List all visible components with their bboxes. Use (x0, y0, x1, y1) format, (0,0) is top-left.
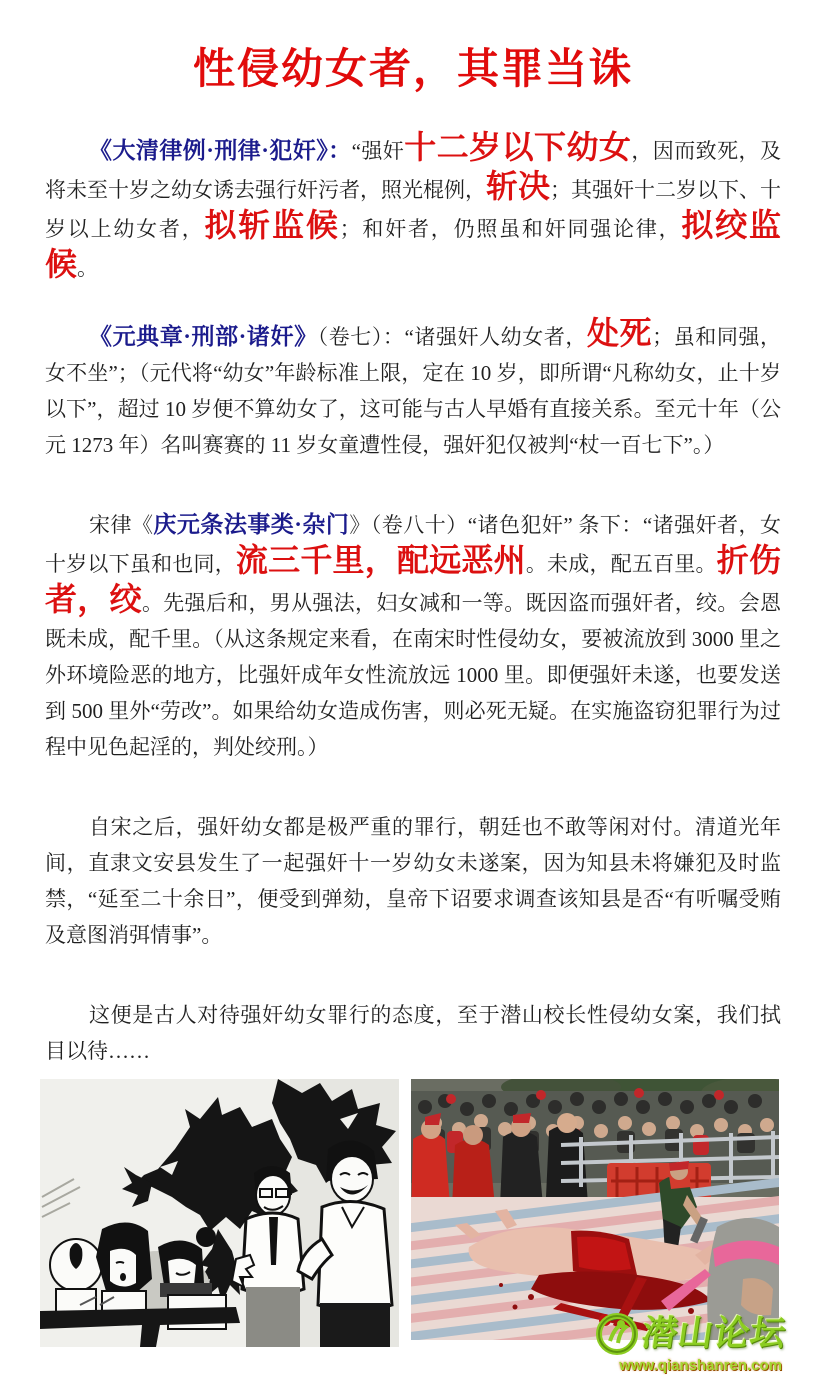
text-segment: ；虽和同强，女不坐”；（元代将“幼女”年龄标准上限，定在 10 岁，即所谓“凡称幼女，止十岁以下”，超过 10 岁便不算幼女了，这可能与古人早婚有直接关系。至元十年（公元 1273 年）名叫赛赛的 11 岁女童遭性侵，强奸犯仅被判“杖一百七下”。） (45, 325, 782, 457)
watermark-title: 潜山论坛 (639, 1314, 789, 1353)
text-segment: 庆元条法事类·杂门 (153, 512, 350, 537)
text-segment: ；其强奸十二岁以下、十岁以上幼女者， (45, 178, 782, 241)
text-segment: 宋律《 (89, 513, 154, 537)
text-segment: 斩决 (486, 168, 551, 204)
slaughter-photo (411, 1079, 779, 1340)
text-segment: 》（卷八十）“诸色犯奸” 条下：“诸强奸者，女十岁以下虽和也同， (45, 513, 782, 576)
text-segment: 《元典章·刑部·诸奸》 (89, 324, 318, 349)
text-segment: ；和奸者，仍照虽和奸同强论律， (339, 217, 682, 241)
text-segment: ，因而致死，及将未至十岁之幼女诱去强行奸污者，照光棍例， (45, 139, 781, 202)
paragraph (45, 130, 781, 286)
text-segment: 《大清律例·刑律·犯奸》： (89, 138, 352, 163)
text-segment: 这便是古人对待强奸幼女罪行的态度，至于潜山校长性侵幼女案，我们拭目以待…… (45, 1003, 781, 1063)
cartoon-image (40, 1079, 399, 1347)
text-segment: “强奸 (351, 139, 405, 163)
text-segment: 拟斩监候 (204, 207, 340, 243)
text-segment: 。未成，配五百里。 (525, 552, 717, 576)
paragraph (45, 316, 781, 463)
text-segment: 流三千里，配远恶州 (235, 542, 526, 578)
watermark-logo-icon (594, 1311, 640, 1357)
text-segment: 折伤者，绞 (45, 542, 781, 617)
text-segment: 自宋之后，强奸幼女都是极严重的罪行，朝廷也不敢等闲对付。清道光年间，直隶文安县发生了一起强奸十一岁幼女未遂案，因为知县未将嫌犯及时监禁，“延至二十余日”，便受到弹劾，皇帝下诏要求调查该知县是否“有听嘱受贿及意图消弭情事”。 (45, 815, 781, 947)
page-title: 性侵幼女者，其罪当诛 (192, 45, 633, 92)
watermark-url: www.qianshanren.com (619, 1357, 782, 1374)
paragraph (45, 997, 781, 1069)
text-segment: 。先强后和，男从强法，妇女减和一等。既因盗而强奸者，绞。会恩既未成，配千里。（从这条规定来看，在南宋时性侵幼女，要被流放到 3000 里之外环境险恶的地方，比强奸成年女性流放远 1000 里。即便强奸未遂，也要发送到 500 里外“劳改”。如果给幼女造成伤害，则必死无疑。在实施盗窃犯罪行为过程中见色起淫的，判处绞刑。） (45, 591, 781, 759)
text-segment: 处死 (586, 315, 653, 351)
watermark (594, 1311, 789, 1375)
text-segment: （卷七）：“诸强奸人幼女者， (317, 325, 587, 349)
paragraph (45, 507, 781, 765)
article-body (40, 130, 786, 1069)
paragraph (45, 809, 781, 953)
text-segment: 十二岁以下幼女 (404, 129, 632, 165)
text-segment: 拟绞监候 (45, 207, 781, 282)
text-segment: 。 (77, 256, 99, 280)
images-row (40, 1079, 789, 1374)
